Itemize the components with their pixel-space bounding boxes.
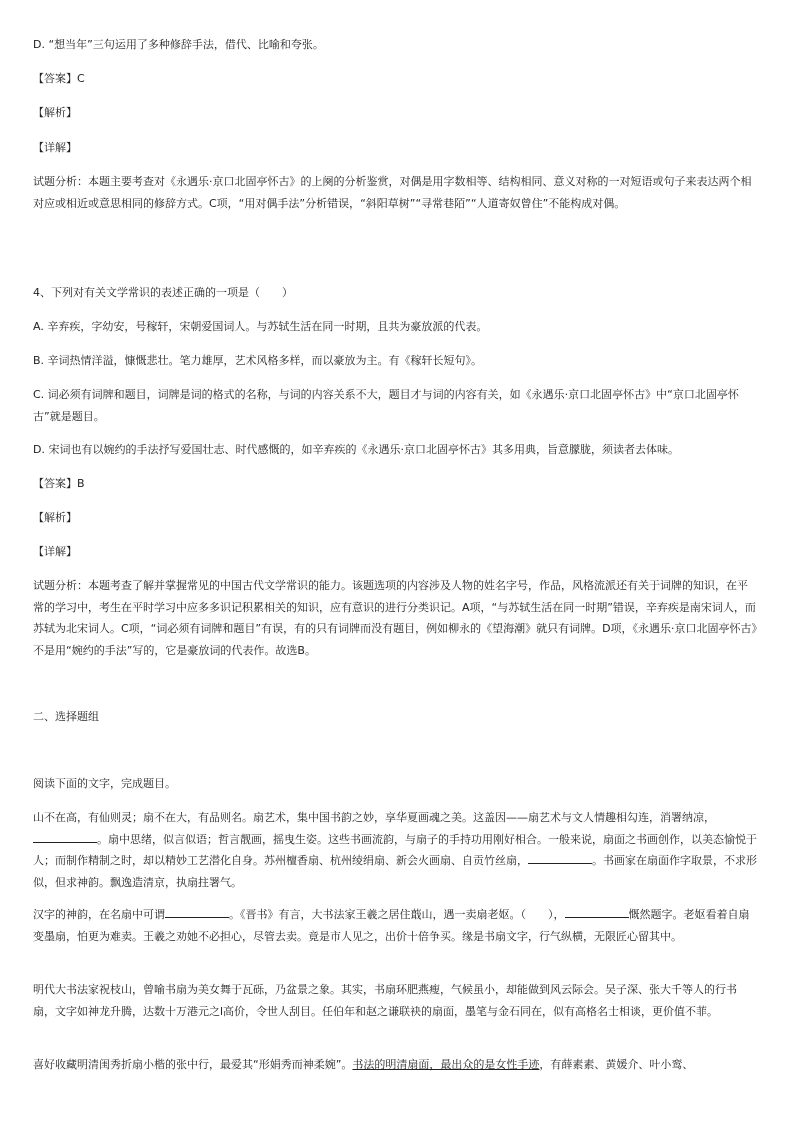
underlined-sentence: 书法的明清扇面，最出众的是女性手迹 <box>352 1058 540 1071</box>
q4-explanation: 试题分析：本题考查了解并掌握常见的中国古代文学常识的能力。该题选项的内容涉及人物的姓名字号，作品，风格流派还有关于词牌的知识，在平常的学习中，考生在平时学习中应多多识记积累相关的知识，应有意识的进行分类识记。A项，“与苏轼生活在同一时期”错误，辛弃疾是南宋词人，而苏轼为北宋词人。C项，“词必须有词牌和题目”有误，有的只有词牌而没有题目，例如柳永的《望海潮》就只有词牌。D项，《永遇乐·京口北固亭怀古》不是用“婉约的手法”写的，它是豪放词的代表作。故选B。 <box>33 579 758 657</box>
q4-option-c: C. 词必须有词牌和题目，词牌是词的格式的名称，与词的内容关系不大，题目才与词的内容有关，如《永遇乐·京口北固亭怀古》中“京口北固亭怀古”就是题目。 <box>33 388 739 423</box>
q4-stem: 4、下列对有关文学常识的表述正确的一项是（ ） <box>33 286 293 299</box>
passage-text: 喜好收藏明清闺秀折扇小楷的张中行，最爱其“形娟秀而神柔婉”。 <box>33 1058 353 1071</box>
passage-text: 汉字的神韵，在名扇中可谓 <box>33 908 165 921</box>
passage-text: 。《晋书》有言，大书法家王羲之居住蕺山，遇一卖扇老妪。（ ）， <box>229 908 565 921</box>
q4-option-b: B. 辛词热情洋溢，慷慨悲壮。笔力雄厚，艺术风格多样，而以豪放为主。有《稼轩长短句》。 <box>33 354 483 367</box>
q3-detail-label: 【详解】 <box>33 141 77 154</box>
passage-paragraph-3: 明代大书法家祝枝山，曾喻书扇为美女舞于瓦砾，乃盆景之象。其实，书扇环肥燕瘦，气候虽小，却能做到风云际会。吴子深、张大千等人的行书扇，文字如神龙升腾，达数十万港元之l高价，令世人刮目。任伯年和赵之谦联袂的扇面，墨笔与金石同在，似有高格名士相谈，更价值不菲。 <box>33 983 737 1018</box>
passage-text: 山不在高，有仙则灵；扇不在大，有品则名。扇艺术，集中国书韵之妙，享华夏画魂之美。这盖因——扇艺术与文人情趣相勾连，消署纳凉， <box>33 811 715 824</box>
passage-text: 。书画家在扇面作字取景，不求形似，但求神韵。飘逸造清京，执扇拄署气。 <box>33 854 757 889</box>
q3-explanation: 试题分析：本题主要考查对《永遇乐·京口北固亭怀古》的上阕的分析鉴赏，对偶是用字数相等、结构相同、意义对称的一对短语或句子来表达两个相对应或相近或意思相同的修辞方式。C项，“用对偶手法”分析错误，“斜阳草树”“寻常巷陌”“人道寄奴曾住”不能构成对偶。 <box>33 175 752 210</box>
q3-answer: 【答案】C <box>33 72 85 85</box>
fill-blank <box>33 830 97 843</box>
passage-paragraph-1 <box>33 807 758 893</box>
fill-blank <box>528 851 592 864</box>
passage-text: ，有薛素素、黄媛介、叶小鸾、 <box>539 1058 694 1071</box>
q4-analysis-label: 【解析】 <box>33 511 77 524</box>
q4-answer: 【答案】B <box>33 477 85 490</box>
reading-instruction: 阅读下面的文字，完成题目。 <box>33 777 176 790</box>
fill-blank <box>165 905 229 918</box>
section-heading: 二、选择题组 <box>33 710 99 723</box>
fill-blank <box>565 905 629 918</box>
passage-paragraph-2 <box>33 904 758 947</box>
q4-option-a: A. 辛弃疾，字幼安，号稼轩，宋朝爱国词人。与苏轼生活在同一时期，且共为豪放派的代表。 <box>33 320 488 333</box>
passage-text: 。扇中思绪，似言似语；哲言靓画，摇曳生姿。这些书画流韵，与扇子的手持功用刚好相合。一般来说，扇面之书画创作，以美态愉悦于人；而制作精制之时，却以精妙工艺潜化自身。苏州檀香扇、杭州绫绢扇、新会火画扇、自贡竹丝扇， <box>33 832 757 867</box>
q3-option-d: D. “想当年”三句运用了多种修辞手法，借代、比喻和夸张。 <box>33 38 324 51</box>
q4-detail-label: 【详解】 <box>33 545 77 558</box>
q3-analysis-label: 【解析】 <box>33 106 77 119</box>
passage-paragraph-4 <box>33 1054 758 1076</box>
passage-text: 慨然题字。老妪看着自扇变墨扇，怕更为难卖。王羲之劝她不必担心，尽管去卖。竟是市人见之，出价十倍争买。缘是书扇文字，行气纵横，无限匠心留其中。 <box>33 908 750 943</box>
q4-option-d: D. 宋词也有以婉约的手法抒写爱国壮志、时代感慨的，如辛弃疾的《永遇乐·京口北固亭怀古》其多用典，旨意朦胧，须读者去体味。 <box>33 443 679 456</box>
